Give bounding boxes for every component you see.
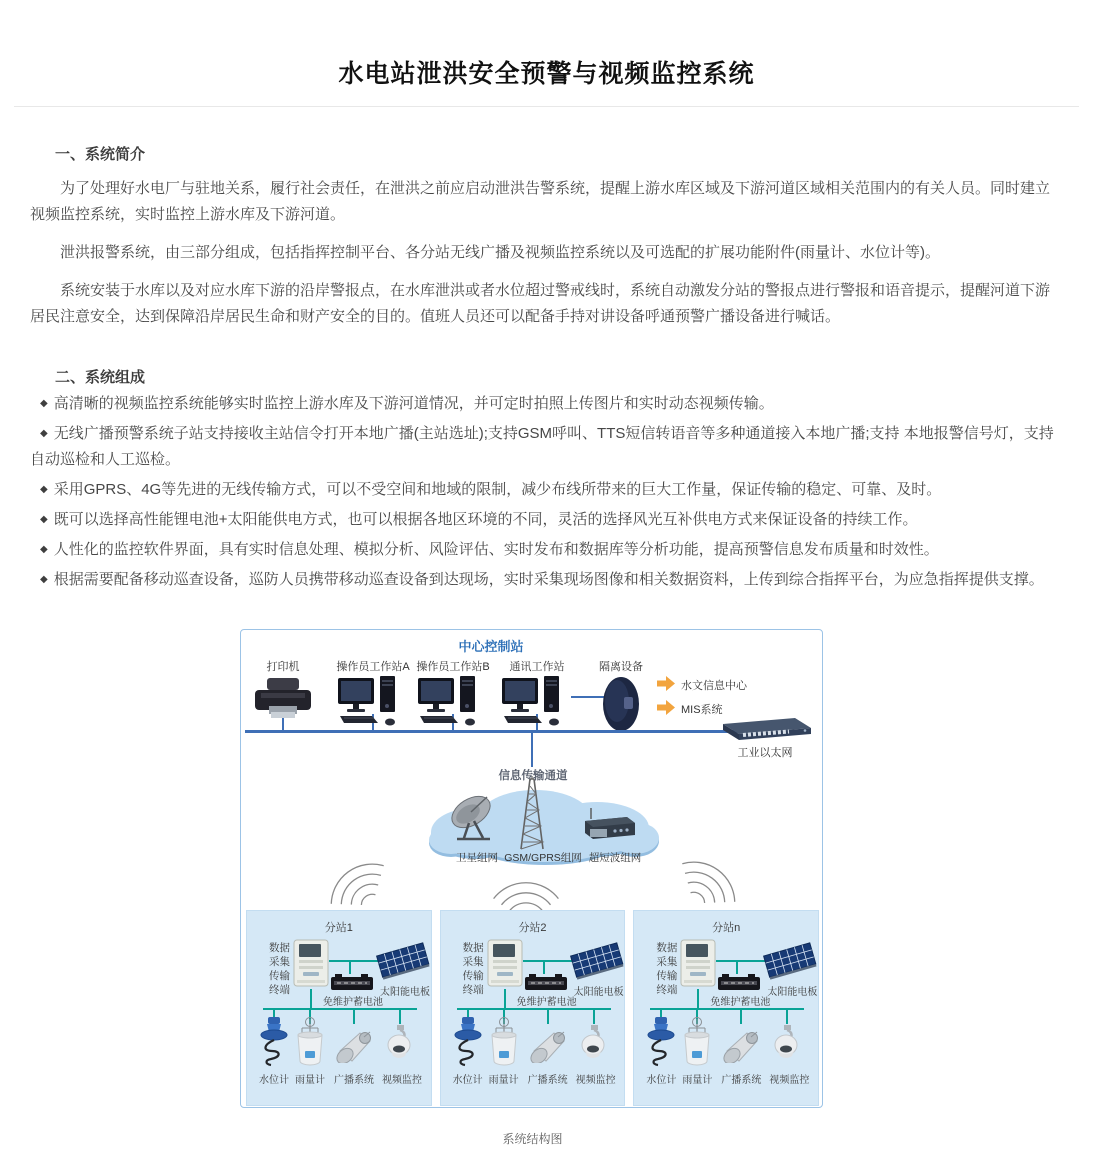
- battery-label: 免维护蓄电池: [710, 997, 771, 1008]
- workstation-b-device: [415, 658, 491, 733]
- cctv-camera-icon: [773, 1025, 801, 1068]
- substations-row: [246, 910, 819, 1106]
- isolation-device: [593, 658, 649, 737]
- system-structure-diagram: [240, 629, 823, 1108]
- solar-panel-label: 太阳能电板: [380, 987, 430, 998]
- rain-gauge-icon: [486, 1017, 522, 1072]
- diamond-bullet-icon: ◆: [40, 398, 48, 409]
- arrow-right-icon: [657, 676, 675, 696]
- terminal-label: 数据 采集 传输 终端: [462, 942, 484, 996]
- rtu-terminal-icon: [680, 939, 716, 994]
- substation-name: 分站2: [518, 922, 547, 934]
- comm-workstation-device: [499, 658, 575, 733]
- printer-label: 打印机: [266, 661, 300, 673]
- industrial-ethernet-label: 工业以太网: [737, 747, 793, 759]
- broadcast-system-label: 广播系统: [527, 1075, 568, 1086]
- loudspeaker-icon: [721, 1031, 761, 1068]
- arrow-right-icon: [657, 700, 675, 720]
- intro-paragraph: 系统安装于水库以及对应水库下游的沿岸警报点，在水库泄洪或者水位超过警戒线时，系统自动激发分站的警报点进行警报和语音提示，提醒河道下游居民注意安全，达到保障沿岸居民生命和财产安全的目的。值班人员还可以配备手持对讲设备呼通预警广播设备进行喊话。: [30, 282, 1051, 325]
- water-level-gauge-icon: [646, 1017, 676, 1072]
- bullet-text: 既可以选择高性能锂电池+太阳能供电方式，也可以根据各地区环境的不同，灵活的选择风光互补供电方式来保证设备的持续工作。: [53, 511, 918, 528]
- teal-drop-line: [353, 1010, 355, 1024]
- teal-drop-line: [740, 1010, 742, 1024]
- battery-label: 免维护蓄电池: [516, 997, 577, 1008]
- satellite-dish-icon: [445, 790, 503, 849]
- solar-panel-icon: [569, 941, 625, 988]
- intro-paragraph: 泄洪报警系统，由三部分组成，包括指挥控制平台、各分站无线广播及视频监控系统以及可选配的扩展功能附件(雨量计、水位计等)。: [60, 244, 940, 261]
- broadcast-system-label: 广播系统: [721, 1075, 762, 1086]
- water-gauge-label: 水位计: [646, 1075, 677, 1086]
- water-level-gauge-icon: [259, 1017, 289, 1072]
- teal-bus-line: [457, 1008, 611, 1010]
- bullet-item: [30, 567, 1063, 593]
- rtu-terminal-icon: [293, 939, 329, 994]
- channel-drop-line: [531, 733, 533, 767]
- comm-workstation-label: 通讯工作站: [509, 661, 565, 673]
- system-diagram-wrapper: [240, 629, 825, 1147]
- teal-drop-line: [593, 1010, 595, 1024]
- rtu-terminal-icon: [487, 939, 523, 994]
- broadcast-system-label: 广播系统: [334, 1075, 374, 1086]
- diamond-bullet-icon: ◆: [40, 574, 48, 585]
- cctv-camera-icon: [386, 1025, 414, 1068]
- satellite-network-label: 卫星组网: [456, 852, 498, 864]
- solar-panel-label: 太阳能电板: [767, 987, 818, 998]
- teal-bus-line: [650, 1008, 804, 1010]
- rain-gauge-label: 雨量计: [295, 1075, 325, 1086]
- page-title: 水电站泄洪安全预警与视频监控系统: [338, 60, 755, 88]
- teal-drop-line: [786, 1010, 788, 1024]
- intro-paragraph: 为了处理好水电厂与驻地关系，履行社会责任，在泄洪之前应启动泄洪告警系统，提醒上游水库区域及下游河道区域相关范围内的有关人员。同时建立视频监控系统，实时监控上游水库及下游河道。: [30, 180, 1051, 223]
- uhf-network-label: 超短波组网: [588, 852, 642, 864]
- workstation-a-label: 操作员工作站A: [336, 661, 410, 673]
- diamond-bullet-icon: ◆: [40, 514, 48, 525]
- loudspeaker-icon: [528, 1031, 568, 1068]
- terminal-label: 数据 采集 传输 终端: [656, 942, 678, 996]
- hydrology-center-label: 水文信息中心: [681, 680, 747, 692]
- substation-box: [440, 910, 626, 1106]
- bullet-item: [30, 421, 1063, 473]
- teal-drop-line: [399, 1010, 401, 1024]
- water-level-gauge-icon: [453, 1017, 483, 1072]
- video-monitor-label: 视频监控: [575, 1075, 616, 1086]
- bullet-text: 无线广播预警系统子站支持接收主站信令打开本地广播(主站选址);支持GSM呼叫、TTS短信转语音等多种通道接入本地广播;支持 本地报警信号灯，支持自动巡检和人工巡检。: [30, 425, 1054, 468]
- diamond-bullet-icon: ◆: [40, 484, 48, 495]
- terminal-label: 数据 采集 传输 终端: [269, 942, 290, 996]
- water-gauge-label: 水位计: [452, 1075, 483, 1086]
- substation-box: [246, 910, 432, 1106]
- workstation-a-device: [335, 658, 411, 733]
- rain-gauge-label: 雨量计: [488, 1075, 519, 1086]
- rain-gauge-icon: [679, 1017, 715, 1072]
- substation-name: 分站n: [712, 922, 741, 934]
- radio-tower-icon: [515, 776, 549, 857]
- rain-gauge-icon: [292, 1017, 328, 1072]
- uhf-radio-icon: [583, 806, 637, 847]
- ethernet-switch-icon: [717, 714, 813, 747]
- bullet-text: 采用GPRS、4G等先进的无线传输方式，可以不受空间和地域的限制，减少布线所带来的巨大工作量，保证传输的稳定、可靠、及时。: [53, 481, 942, 498]
- loudspeaker-icon: [334, 1031, 374, 1068]
- rain-gauge-label: 雨量计: [682, 1075, 713, 1086]
- bullet-text: 根据需要配备移动巡查设备，巡防人员携带移动巡查设备到达现场，实时采集现场图像和相关数据资料，上传到综合指挥平台，为应急指挥提供支撑。: [53, 571, 1044, 588]
- solar-panel-icon: [762, 941, 818, 988]
- ethernet-bus-line: [245, 730, 749, 733]
- teal-bus-line: [263, 1008, 417, 1010]
- solar-panel-label: 太阳能电板: [573, 987, 624, 998]
- isolation-device-label: 隔离设备: [599, 661, 643, 673]
- section-heading-composition: 二、系统组成: [55, 369, 146, 386]
- printer-device: [249, 658, 317, 725]
- isolation-device-icon: [602, 719, 640, 736]
- diamond-bullet-icon: ◆: [40, 544, 48, 555]
- bullet-text: 高清晰的视频监控系统能够实时监控上游水库及下游河道情况，并可定时拍照上传图片和实时动态视频传输。: [53, 395, 774, 412]
- gsm-gprs-network-label: GSM/GPRS组网: [504, 852, 582, 864]
- water-gauge-label: 水位计: [259, 1075, 289, 1086]
- solar-panel-icon: [375, 941, 431, 988]
- printer-icon: [255, 707, 311, 724]
- cctv-camera-icon: [580, 1025, 608, 1068]
- substation-box: [633, 910, 819, 1106]
- video-monitor-label: 视频监控: [382, 1075, 422, 1086]
- mis-system-label: MIS系统: [681, 704, 723, 716]
- section-heading-intro: 一、系统简介: [55, 146, 146, 163]
- bullet-item: [30, 391, 1063, 417]
- bullet-item: [30, 507, 1063, 533]
- diamond-bullet-icon: ◆: [40, 428, 48, 439]
- teal-drop-line: [547, 1010, 549, 1024]
- control-station-title: 中心控制站: [458, 639, 524, 654]
- transmission-channel-label: 信息传输通道: [498, 770, 568, 782]
- diagram-caption: 系统结构图: [502, 1132, 563, 1146]
- substation-name: 分站1: [324, 922, 353, 934]
- battery-label: 免维护蓄电池: [323, 997, 383, 1008]
- title-divider: [14, 106, 1079, 107]
- bullet-text: 人性化的监控软件界面，具有实时信息处理、模拟分析、风险评估、实时发布和数据库等分析功能，提高预警信息发布质量和时效性。: [53, 541, 939, 558]
- bullet-item: [30, 537, 1063, 563]
- bullet-item: [30, 477, 1063, 503]
- workstation-b-label: 操作员工作站B: [416, 661, 490, 673]
- video-monitor-label: 视频监控: [769, 1075, 810, 1086]
